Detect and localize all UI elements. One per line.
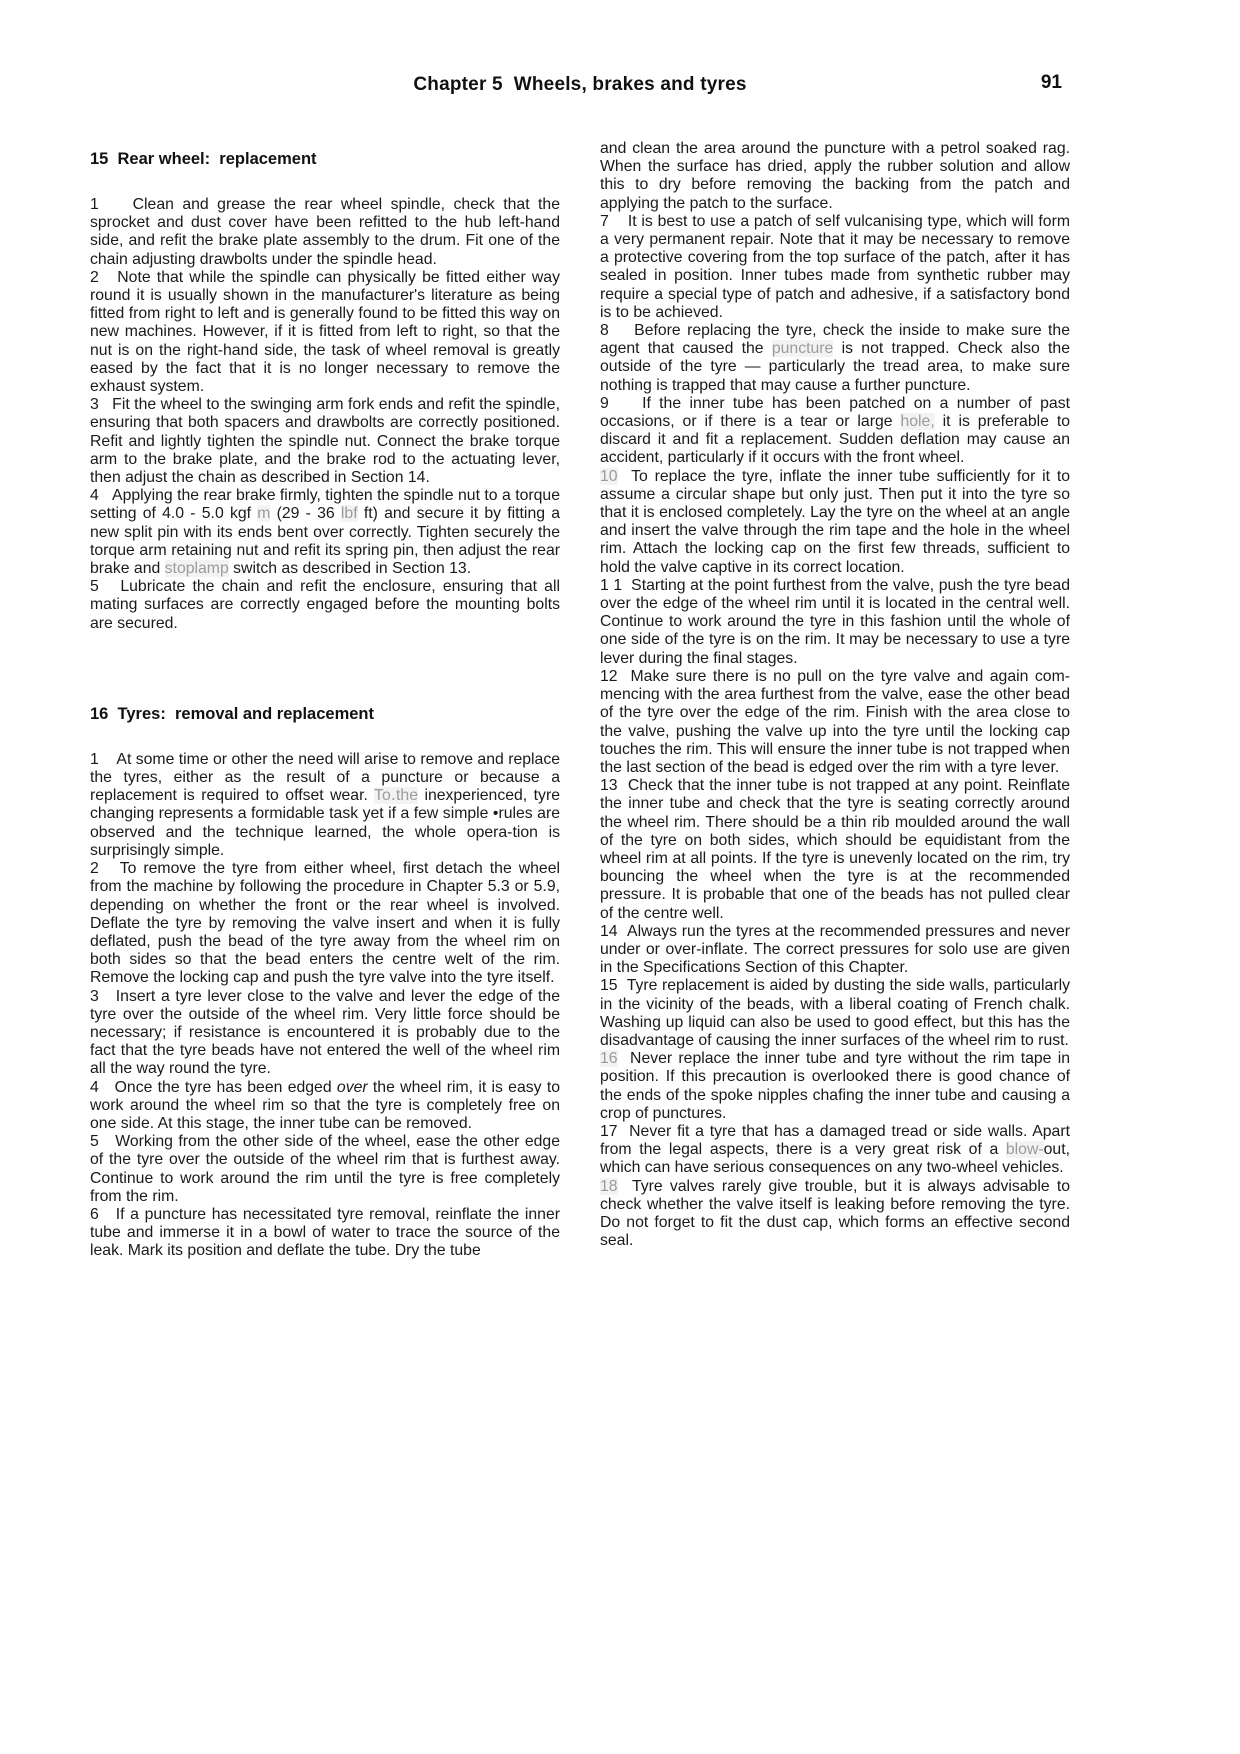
faded-text: To․the [374, 787, 418, 805]
text-run: 15 Tyre replacement is aided by dusting the side walls, particularly in the vicinity of the beads, with a liberal coating of French chalk. Washing up liquid can also be used to good effect, but this has the disadvantage of causing the inner surfaces of the wheel rim to rust. [600, 977, 1070, 1049]
faded-text: blow- [1005, 1141, 1044, 1159]
section-heading: 15 Rear wheel: replacement [90, 150, 317, 168]
paragraph [600, 322, 1070, 395]
text-run: 1 Clean and grease the rear wheel spindle, check that the sprocket and dust cover have been refitted to the hub left-hand side, and refit the brake plate assembly to the drum. Fit one of the chain adjusting drawbolts under the spindle head. [90, 196, 560, 268]
page-number: 91 [1040, 72, 1062, 93]
paragraph [90, 196, 560, 269]
text-run: (29 - 36 [270, 505, 341, 523]
text-run: 5 Lubricate the chain and refit the enclosure, ensuring that all mating surfaces are correctly engaged before the mounting bolts are secured. [90, 578, 560, 632]
text-run: 2 To remove the tyre from either wheel, first detach the wheel from the machine by following the procedure in Chapter 5.3 or 5.9, depending on whether the front or the rear wheel is involved. Deflate the tyre by removing the valve insert and when it is fully deflated, push the bead of the tyre away from the wheel rim on both sides so that the bead enters the centre welt of the rim. Remove the locking cap and push the tyre valve into the tyre itself. [90, 860, 560, 987]
text-run: Never replace the inner tube and tyre without the rim tape in position. If this precaution is overlooked there is good chance of the ends of the spoke nipples chafing the inner tube and causing a crop of punctures. [600, 1050, 1070, 1122]
text-run: the wheel rim, it is easy to work around the wheel rim so that the tyre is completely free on one side. At this stage, the inner tube can be removed. [90, 1078, 561, 1132]
paragraph [90, 578, 560, 633]
text-run: 7 It is best to use a patch of self vulcanising type, which will form a very permanent repair. Note that it may be necessary to remove a protective covering from the top surface of the patch, after it has sealed in position. Inner tubes made from synthetic rubber may require a special type of patch and adhesive, if a satisfactory bond is to be achieved. [600, 212, 1070, 321]
section-gap [90, 633, 560, 705]
paragraph [600, 668, 1070, 777]
faded-text: 18 [600, 1177, 618, 1195]
faded-text: 10 [600, 467, 618, 485]
paragraph [90, 1133, 560, 1206]
paragraph [600, 1178, 1070, 1251]
text-run: ft) and secure it by fitting a new split pin with its ends bent over correctly. Tighten securely the torque arm retaining nut and refit its spring pin, then adjust the rear brake and [90, 505, 561, 578]
paragraph [600, 395, 1070, 468]
paragraph [600, 468, 1070, 577]
text-columns [90, 140, 1070, 1261]
paragraph [90, 1079, 560, 1134]
text-run: 12 Make sure there is no pull on the tyre valve and again com-mencing with the area furthest from the valve, ease the other bead of the tyre over the edge of the rim. Finish with the area close to the valve, pushing the valve up into the tyre until the locking cap touches the rim. This will ensure the inner tube is not trapped when the last section of the bead is edged over the rim with a tyre lever. [600, 667, 1070, 776]
paragraph [600, 777, 1070, 923]
text-run: 1 At some time or other the need will arise to remove and replace the tyres, either as the result of a puncture or because a replacement is required to offset wear. [90, 750, 560, 805]
page-header [90, 74, 1070, 96]
text-run: Tyre valves rarely give trouble, but it is always advisable to check whether the valve itself is leaking before removing the tyre. Do not forget to fit the dust cap, which forms an effective second seal. [600, 1177, 1070, 1250]
text-run: 5 Working from the other side of the wheel, ease the other edge of the tyre over the outside of the wheel rim that is furthest away. Continue to work around the rim until the tyre is free completely from the rim. [90, 1133, 560, 1205]
faded-text: stoplamp [164, 560, 229, 578]
text-run: To replace the tyre, inflate the inner tube sufficiently for it to assume a circular shape but only just. Then put it into the tyre so that it is enclosed completely. Lay the tyre on the wheel at an angle and insert the valve through the rim tape and the hole in the wheel rim. Attach the locking cap on the first few threads, sufficient to hold the valve captive in its correct location. [600, 467, 1070, 576]
faded-text: lbf [340, 505, 358, 523]
paragraph [600, 577, 1070, 668]
paragraph [600, 213, 1070, 322]
section-heading: 16 Tyres: removal and replacement [90, 704, 374, 723]
paragraph [600, 140, 1070, 213]
chapter-title: Chapter 5 Wheels, brakes and tyres [413, 74, 747, 95]
text-run: 3 Insert a tyre lever close to the valve and lever the edge of the tyre over the outside of the wheel rim. Very little force should be necessary; if resistance is encountered it is probably due to the fact that the tyre beads have not entered the well of the wheel rim all the way round the tyre. [90, 987, 560, 1078]
text-run: switch as described in Section 13. [228, 560, 472, 578]
text-run: 3 Fit the wheel to the swinging arm fork ends and refit the spindle, ensuring that both spacers and drawbolts are correctly positioned. Refit and lightly tighten the spindle nut. Connect the brake torque arm to the brake plate, and the brake rod to the actuating lever, then adjust the chain as described in Section 14. [90, 396, 560, 487]
text-run: over [336, 1078, 368, 1096]
text-run: 4 Applying the rear brake firmly, tighten the spindle nut to a torque setting of 4.0 - 5.0 kgf [90, 487, 560, 523]
text-run: 17 Never fit a tyre that has a damaged tread or side walls. Apart from the legal aspects, there is a very great risk of a [600, 1122, 1070, 1159]
faded-text: m [257, 505, 271, 523]
text-run: 6 If a puncture has necessitated tyre removal, reinflate the inner tube and immerse it in a bowl of water to trace the source of the leak. Mark its position and deflate the tube. Dry the tube [90, 1205, 560, 1260]
faded-text: puncture [771, 340, 834, 358]
text-run: 9 If the inner tube has been patched on a number of past occasions, or if there is a tear or large [600, 394, 1070, 431]
paragraph [600, 977, 1070, 1050]
text-run: 8 Before replacing the tyre, check the inside to make sure the agent that caused the [600, 322, 1070, 358]
text-run: inexperienced, tyre changing represents a formidable task yet if a few simple •rules are observed and the technique learned, the whole opera-tion is surprisingly simple. [90, 787, 560, 859]
paragraph [600, 1123, 1070, 1178]
text-run: and clean the area around the puncture with a petrol soaked rag. When the surface has dried, apply the rubber solution and allow this to dry before removing the backing from the patch and applying the patch to the surface. [600, 140, 1070, 212]
paragraph [90, 1206, 560, 1261]
text-run: 14 Always run the tyres at the recommended pressures and never under or over-inflate. The correct pressures for solo use are given in the Specifications Section of this Chapter. [600, 922, 1070, 977]
text-run: 4 Once the tyre has been edged [90, 1078, 337, 1096]
paragraph [90, 487, 560, 578]
paragraph [90, 269, 560, 396]
paragraph [600, 1050, 1070, 1123]
paragraph [90, 396, 560, 487]
paragraph [90, 751, 560, 860]
left-column [90, 140, 560, 1261]
paragraph [600, 923, 1070, 978]
faded-text: 16 [600, 1050, 618, 1068]
text-run: 13 Check that the inner tube is not trapped at any point. Reinflate the inner tube and check that the tyre is seating correctly around the wheel rim. There should be a thin rib moulded around the wall of the tyre on both sides, which should be equidistant from the wheel rim at all points. If the tyre is unevenly located on the rim, try bouncing the wheel when the tyre is at the recommended pressure. It is probable that one of the beads has not pulled clear of the centre well. [600, 777, 1070, 922]
paragraph [90, 988, 560, 1079]
text-run: 1 1 Starting at the point furthest from the valve, push the tyre bead over the edge of the wheel rim until it is located in the central well. Continue to work around the tyre in this fashion until the whole of one side of the tyre is on the rim. It may be necessary to use a tyre lever during the final stages. [600, 576, 1070, 667]
text-run: is not trapped. Check also the outside of the tyre — particularly the tread area, to make sure nothing is trapped that may cause a further puncture. [600, 340, 1070, 394]
right-column [600, 140, 1070, 1261]
text-run: it is preferable to discard it and fit a replacement. Sudden deflation may cause an accident, particularly if it occurs with the front wheel. [600, 413, 1071, 467]
paragraph [90, 860, 560, 987]
faded-text: hole, [900, 413, 935, 431]
text-run: 2 Note that while the spindle can physically be fitted either way round it is usually shown in the manufacturer's literature as being fitted from right to left and is generally found to be fitted this way on new machines. However, if it is fitted from left to right, so that the nut is on the right-hand side, the task of wheel removal is greatly eased by the fact that it is no longer necessary to remove the exhaust system. [90, 268, 560, 396]
text-run: out, which can have serious consequences on any two-wheel vehicles. [600, 1141, 1070, 1177]
